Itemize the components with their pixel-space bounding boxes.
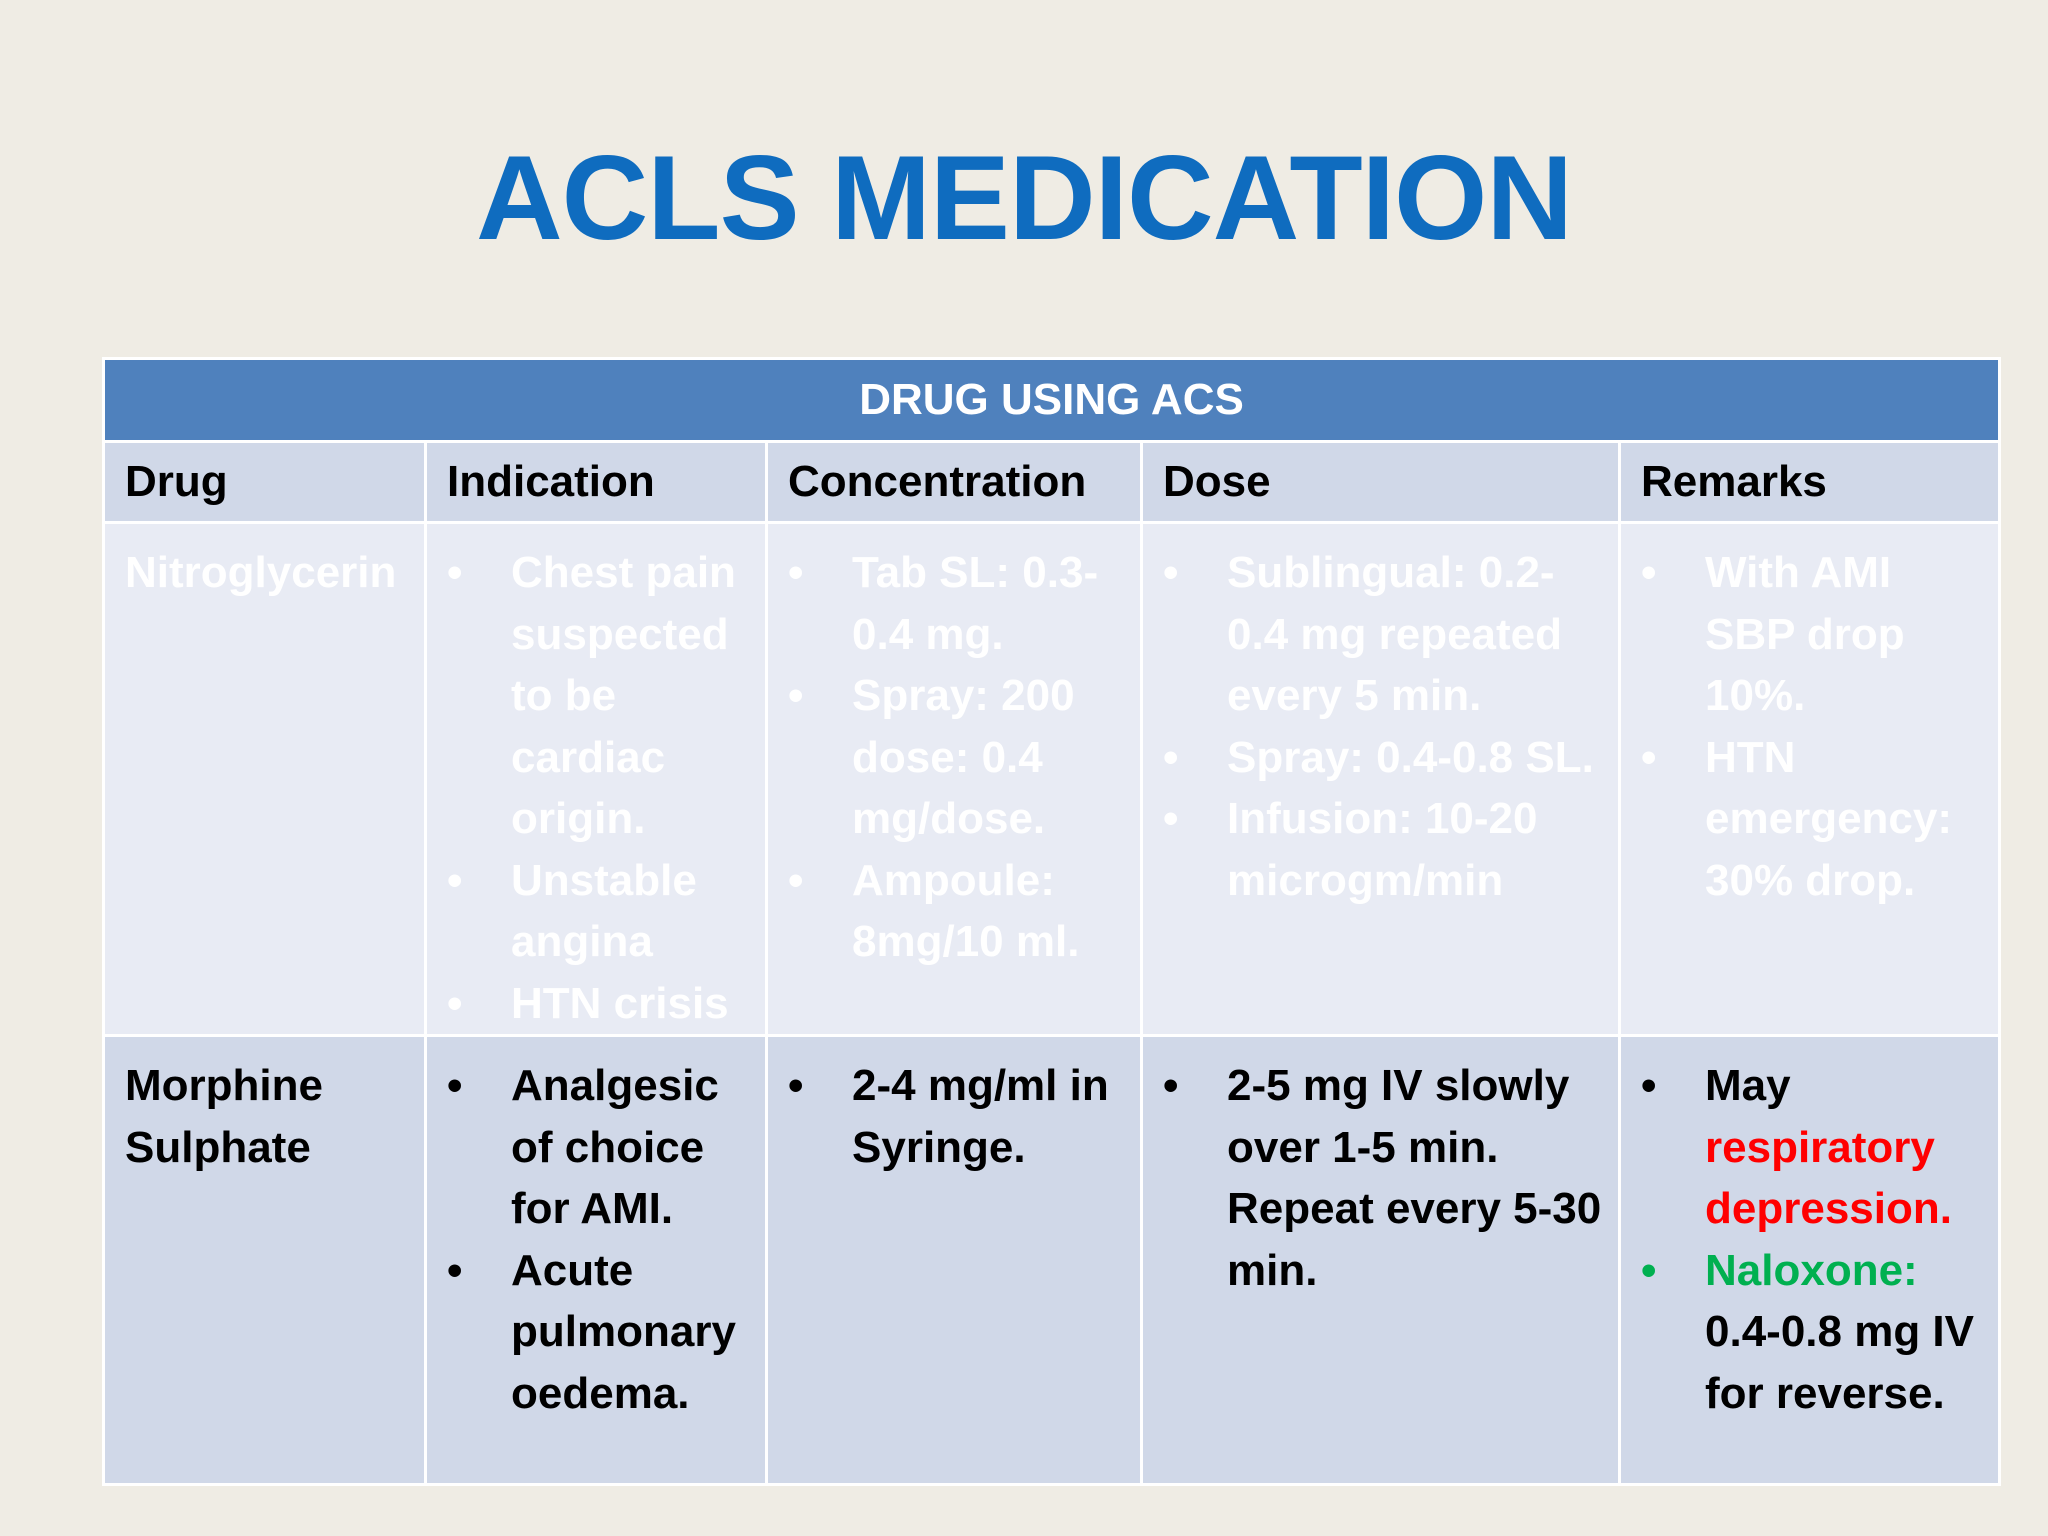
bullet-icon: • bbox=[1641, 548, 1657, 597]
bullet-icon: • bbox=[1641, 1061, 1657, 1110]
list-item bbox=[788, 1055, 1132, 1178]
bullet-icon: • bbox=[788, 671, 804, 720]
list-item bbox=[1163, 727, 1610, 789]
bullet-icon: • bbox=[788, 1061, 804, 1110]
list-item bbox=[1641, 542, 1990, 727]
item-text: Infusion: 10-20 microgm/min bbox=[1227, 794, 1538, 905]
bullet-icon: • bbox=[1163, 548, 1179, 597]
concentration-list bbox=[768, 1037, 1140, 1178]
item-text: Acute pulmonary oedema. bbox=[511, 1245, 736, 1418]
bullet-icon: • bbox=[788, 855, 804, 905]
item-text: HTN emergency: 30% drop. bbox=[1705, 732, 1953, 905]
list-item bbox=[1163, 1055, 1610, 1301]
dose-list bbox=[1143, 524, 1618, 911]
list-item bbox=[1163, 788, 1610, 911]
bullet-icon: • bbox=[1163, 1061, 1179, 1110]
remark-prefix: May bbox=[1705, 1061, 1791, 1110]
bullet-icon: • bbox=[447, 855, 463, 905]
bullet-icon: • bbox=[1641, 732, 1657, 782]
list-item bbox=[447, 850, 757, 973]
slide-title: ACLS MEDICATION bbox=[475, 131, 1573, 265]
list-item bbox=[788, 850, 1132, 973]
list-item bbox=[788, 665, 1132, 850]
remarks-list bbox=[1621, 524, 1998, 911]
antidote-dose: 0.4-0.8 mg IV for reverse. bbox=[1705, 1307, 1975, 1418]
table-row bbox=[104, 1036, 2000, 1485]
dose-cell bbox=[1142, 523, 1620, 1036]
table-row bbox=[104, 523, 2000, 1036]
table-header-row bbox=[104, 442, 2000, 523]
header-dose: Dose bbox=[1142, 442, 1620, 523]
bullet-icon: • bbox=[447, 1245, 463, 1295]
item-text: Tab SL: 0.3-0.4 mg. bbox=[852, 548, 1099, 659]
dose-cell bbox=[1142, 1036, 1620, 1485]
table-banner: DRUG USING ACS bbox=[104, 359, 2000, 442]
header-drug: Drug bbox=[104, 442, 426, 523]
drug-table bbox=[102, 357, 2001, 1486]
item-text: Spray: 0.4-0.8 SL. bbox=[1227, 732, 1594, 782]
drug-cell bbox=[104, 1036, 426, 1485]
remarks-list bbox=[1621, 1037, 1998, 1424]
item-text: Sublingual: 0.2-0.4 mg repeated every 5 min. bbox=[1227, 548, 1563, 720]
item-text: HTN crisis bbox=[511, 978, 729, 1028]
drug-name: Morphine Sulphate bbox=[125, 1061, 323, 1172]
header-remarks: Remarks bbox=[1620, 442, 2000, 523]
concentration-list bbox=[768, 524, 1140, 973]
bullet-icon: • bbox=[447, 548, 463, 597]
drug-cell bbox=[104, 523, 426, 1036]
indication-list bbox=[427, 1037, 765, 1424]
list-item bbox=[1163, 542, 1610, 727]
indication-list bbox=[427, 524, 765, 1034]
dose-list bbox=[1143, 1037, 1618, 1301]
drug-name: Nitroglycerin bbox=[125, 548, 397, 597]
item-text: Analgesic of choice for AMI. bbox=[511, 1061, 719, 1233]
remarks-cell bbox=[1620, 1036, 2000, 1485]
list-item bbox=[1641, 727, 1990, 912]
list-item bbox=[447, 542, 757, 850]
table-banner-row bbox=[104, 359, 2000, 442]
list-item bbox=[447, 1055, 757, 1240]
item-text: Unstable angina bbox=[511, 855, 697, 966]
item-text: Ampoule: 8mg/10 ml. bbox=[852, 855, 1080, 966]
header-indication: Indication bbox=[426, 442, 767, 523]
bullet-icon: • bbox=[447, 978, 463, 1028]
item-text: 2-5 mg IV slowly over 1-5 min. Repeat every 5-30 min. bbox=[1227, 1061, 1602, 1295]
list-item bbox=[1641, 1055, 1990, 1240]
list-item bbox=[447, 973, 757, 1035]
warning-text: respiratory depression. bbox=[1705, 1122, 1952, 1233]
list-item bbox=[788, 542, 1132, 665]
antidote-label: Naloxone: bbox=[1705, 1245, 1918, 1295]
header-concentration: Concentration bbox=[767, 442, 1142, 523]
remarks-cell bbox=[1620, 523, 2000, 1036]
item-text: 2-4 mg/ml in Syringe. bbox=[852, 1061, 1109, 1172]
item-text: Spray: 200 dose: 0.4 mg/dose. bbox=[852, 671, 1075, 843]
item-text: Chest pain suspected to be cardiac origin. bbox=[511, 548, 736, 843]
concentration-cell bbox=[767, 1036, 1142, 1485]
indication-cell bbox=[426, 523, 767, 1036]
bullet-icon: • bbox=[788, 548, 804, 597]
bullet-icon: • bbox=[447, 1061, 463, 1110]
bullet-icon: • bbox=[1163, 732, 1179, 782]
item-text: With AMI SBP drop 10%. bbox=[1705, 548, 1905, 720]
indication-cell bbox=[426, 1036, 767, 1485]
concentration-cell bbox=[767, 523, 1142, 1036]
bullet-icon: • bbox=[1163, 794, 1179, 843]
bullet-icon: • bbox=[1641, 1245, 1657, 1295]
list-item bbox=[1641, 1240, 1990, 1425]
list-item bbox=[447, 1240, 757, 1425]
